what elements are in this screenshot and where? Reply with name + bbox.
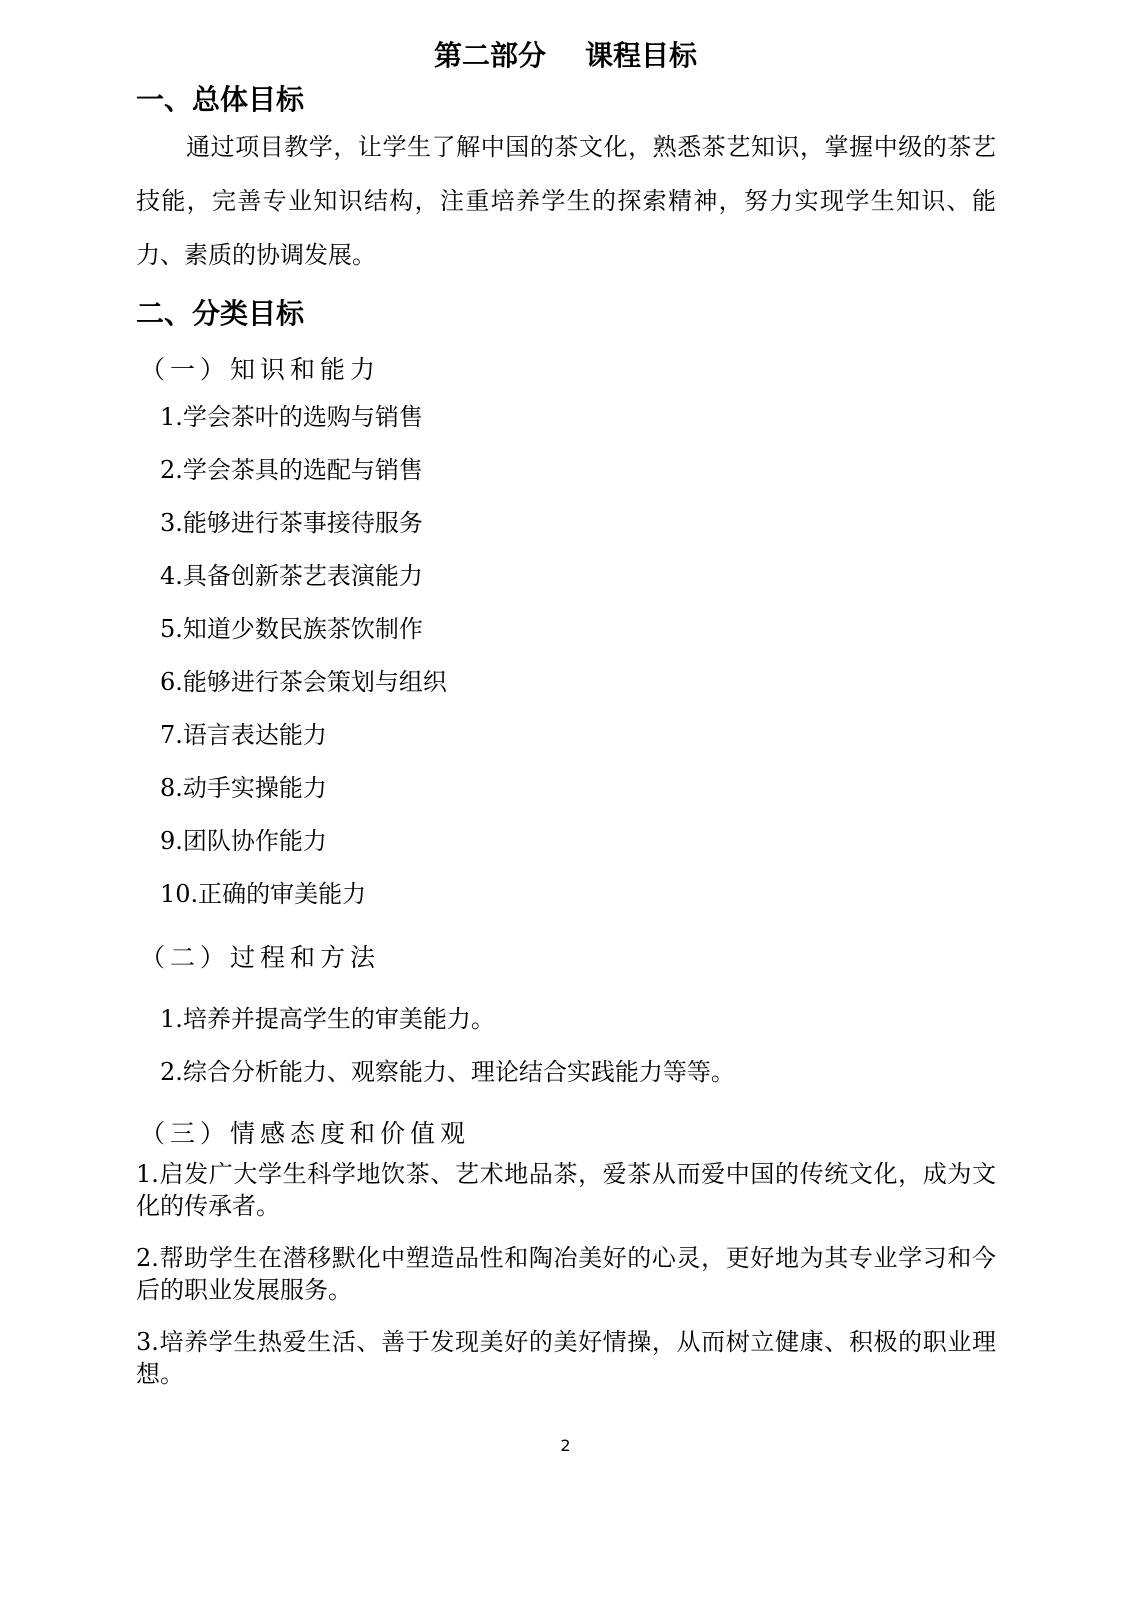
subheading-emotion-values: （三）情感态度和价值观 bbox=[140, 1119, 471, 1148]
emotion-item: 2.帮助学生在潜移默化中塑造品性和陶冶美好的心灵，更好地为其专业学习和今后的职业发展服务。 bbox=[136, 1244, 996, 1304]
knowledge-item: 10.正确的审美能力 bbox=[160, 880, 367, 908]
process-item: 1.培养并提高学生的审美能力。 bbox=[160, 1005, 495, 1033]
section-heading-overall-goals: 一、总体目标 bbox=[136, 83, 305, 116]
knowledge-item: 9.团队协作能力 bbox=[160, 827, 327, 855]
knowledge-item: 7.语言表达能力 bbox=[160, 721, 327, 749]
knowledge-item: 4.具备创新茶艺表演能力 bbox=[160, 562, 423, 590]
overall-goals-paragraph: 通过项目教学，让学生了解中国的茶文化，熟悉茶艺知识，掌握中级的茶艺技能，完善专业知识结构，注重培养学生的探索精神，努力实现学生知识、能力、素质的协调发展。 bbox=[136, 133, 996, 269]
emotion-item: 3.培养学生热爱生活、善于发现美好的美好情操，从而树立健康、积极的职业理想。 bbox=[136, 1328, 996, 1388]
subheading-knowledge-ability: （一）知识和能力 bbox=[140, 355, 381, 384]
knowledge-item: 3.能够进行茶事接待服务 bbox=[160, 509, 423, 537]
page-number: 2 bbox=[560, 1436, 571, 1455]
knowledge-item: 6.能够进行茶会策划与组织 bbox=[160, 668, 447, 696]
section-heading-category-goals: 二、分类目标 bbox=[136, 297, 305, 330]
process-item: 2.综合分析能力、观察能力、理论结合实践能力等等。 bbox=[160, 1058, 735, 1086]
knowledge-item: 2.学会茶具的选配与销售 bbox=[160, 456, 423, 484]
knowledge-item: 8.动手实操能力 bbox=[160, 774, 327, 802]
knowledge-item: 1.学会茶叶的选购与销售 bbox=[160, 403, 423, 431]
subheading-process-method: （二）过程和方法 bbox=[140, 943, 381, 972]
emotion-item: 1.启发广大学生科学地饮茶、艺术地品茶，爱茶从而爱中国的传统文化，成为文化的传承者。 bbox=[136, 1160, 996, 1220]
knowledge-item: 5.知道少数民族茶饮制作 bbox=[160, 615, 423, 643]
page-title: 第二部分 课程目标 bbox=[434, 39, 697, 72]
